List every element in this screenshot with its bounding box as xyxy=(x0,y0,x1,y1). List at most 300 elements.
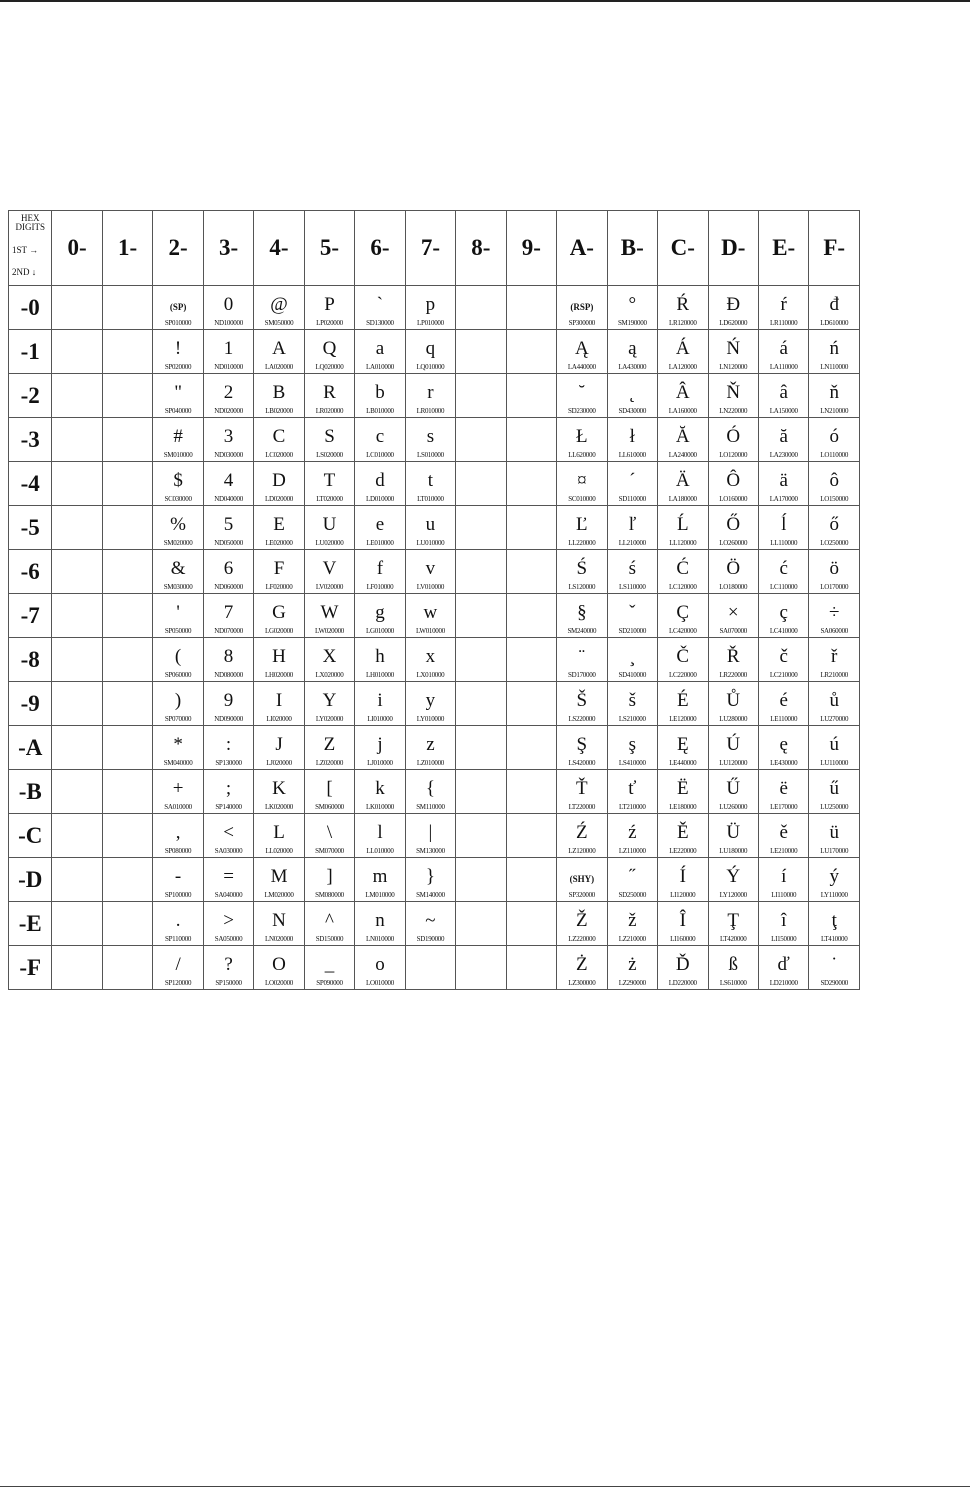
gcgid-code: LE020000 xyxy=(265,539,293,547)
character-glyph: Ă xyxy=(675,426,690,447)
gcgid-code: LL610000 xyxy=(618,451,646,459)
char-cell xyxy=(809,902,860,946)
character-glyph: b xyxy=(375,382,385,403)
char-cell xyxy=(254,506,304,550)
character-glyph: e xyxy=(375,514,385,535)
empty-cell xyxy=(456,594,506,638)
character-glyph: 5 xyxy=(223,514,234,535)
gcgid-code: LM010000 xyxy=(365,891,395,899)
char-cell xyxy=(203,374,253,418)
character-glyph: f xyxy=(376,558,384,579)
empty-cell xyxy=(52,726,102,770)
character-glyph: ^ xyxy=(325,910,334,931)
char-cell xyxy=(708,814,758,858)
empty-cell xyxy=(456,462,506,506)
char-cell xyxy=(658,638,708,682)
character-glyph: Í xyxy=(679,866,686,887)
gcgid-code: LA430000 xyxy=(618,363,647,371)
char-cell xyxy=(203,814,253,858)
char-cell xyxy=(304,682,354,726)
char-cell xyxy=(557,946,607,990)
char-cell xyxy=(304,726,354,770)
character-glyph: í xyxy=(781,866,787,887)
empty-cell xyxy=(52,418,102,462)
character-glyph: y xyxy=(425,690,436,711)
character-glyph: ë xyxy=(779,778,788,799)
character-glyph: ô xyxy=(829,470,839,491)
empty-cell xyxy=(102,814,152,858)
character-glyph: u xyxy=(425,514,436,535)
gcgid-code: LO170000 xyxy=(820,583,849,591)
character-glyph: Ű xyxy=(726,778,741,799)
gcgid-code: LU110000 xyxy=(820,759,849,767)
char-cell xyxy=(809,462,860,506)
character-glyph: U xyxy=(322,514,337,535)
character-glyph: I xyxy=(275,690,283,711)
character-glyph: Ô xyxy=(726,470,741,491)
gcgid-code: SM140000 xyxy=(416,891,445,899)
empty-cell xyxy=(456,506,506,550)
column-header: C- xyxy=(658,211,708,286)
character-glyph: Ľ xyxy=(576,514,588,535)
char-cell xyxy=(254,550,304,594)
row-header: -0 xyxy=(9,286,52,330)
empty-cell xyxy=(52,462,102,506)
character-glyph: ő xyxy=(829,514,839,535)
gcgid-code: LO020000 xyxy=(265,979,293,987)
gcgid-code: SD130000 xyxy=(366,319,394,327)
character-glyph: ~ xyxy=(425,910,436,931)
character-glyph: ´ xyxy=(629,470,636,491)
char-cell xyxy=(557,682,607,726)
char-cell xyxy=(658,550,708,594)
gcgid-code: LV020000 xyxy=(315,583,344,591)
character-glyph: Č xyxy=(676,646,690,667)
char-cell xyxy=(658,814,708,858)
character-glyph: ý xyxy=(829,866,839,887)
top-rule xyxy=(0,0,970,2)
row-header: -C xyxy=(9,814,52,858)
gcgid-code: LT020000 xyxy=(316,495,343,503)
character-glyph: = xyxy=(223,866,234,887)
empty-cell xyxy=(102,286,152,330)
character-glyph: 7 xyxy=(223,602,234,623)
character-glyph: ] xyxy=(326,866,333,887)
empty-cell xyxy=(102,330,152,374)
character-glyph: ¤ xyxy=(577,470,587,491)
char-cell xyxy=(304,770,354,814)
gcgid-code: LX010000 xyxy=(416,671,445,679)
char-cell xyxy=(708,374,758,418)
gcgid-code: SD210000 xyxy=(618,627,647,635)
character-glyph: . xyxy=(175,910,181,931)
gcgid-code: LG010000 xyxy=(365,627,394,635)
char-cell xyxy=(658,946,708,990)
second-digit-label: 2ND ↓ xyxy=(12,267,37,277)
gcgid-code: LB020000 xyxy=(265,407,293,415)
gcgid-code: SM190000 xyxy=(617,319,647,327)
gcgid-code: SD430000 xyxy=(618,407,647,415)
empty-cell xyxy=(456,726,506,770)
character-glyph: ź xyxy=(628,822,637,843)
character-glyph: W xyxy=(320,602,339,623)
char-cell xyxy=(809,550,860,594)
character-glyph: _ xyxy=(324,954,335,975)
gcgid-code: SP080000 xyxy=(164,847,192,855)
character-glyph: , xyxy=(175,822,181,843)
gcgid-code: LE210000 xyxy=(770,847,798,855)
gcgid-code: LA240000 xyxy=(668,451,697,459)
gcgid-code: LL620000 xyxy=(568,451,596,459)
character-glyph: Ě xyxy=(676,822,689,843)
character-glyph: Ş xyxy=(576,734,588,755)
character-glyph: Q xyxy=(322,338,337,359)
gcgid-code: LA010000 xyxy=(365,363,394,371)
character-glyph: š xyxy=(628,690,636,711)
gcgid-code: LA110000 xyxy=(769,363,798,371)
character-glyph: a xyxy=(375,338,385,359)
bottom-rule xyxy=(0,1486,970,1487)
char-cell xyxy=(758,462,808,506)
empty-cell xyxy=(506,638,556,682)
gcgid-code: LF010000 xyxy=(366,583,394,591)
character-glyph: Ü xyxy=(726,822,741,843)
character-glyph: Ř xyxy=(726,646,740,667)
char-cell xyxy=(203,330,253,374)
empty-cell xyxy=(506,594,556,638)
column-header: 9- xyxy=(506,211,556,286)
gcgid-code: SD150000 xyxy=(315,935,344,943)
char-cell xyxy=(405,462,455,506)
char-cell xyxy=(254,638,304,682)
gcgid-code: LT210000 xyxy=(619,803,646,811)
empty-cell xyxy=(102,374,152,418)
gcgid-code: SD230000 xyxy=(568,407,596,415)
character-glyph: { xyxy=(425,778,435,799)
gcgid-code: SA010000 xyxy=(164,803,192,811)
char-cell xyxy=(405,286,455,330)
character-glyph: d xyxy=(375,470,385,491)
character-glyph: M xyxy=(270,866,288,887)
gcgid-code: LE120000 xyxy=(669,715,697,723)
character-glyph: Ç xyxy=(676,602,690,623)
column-header-row xyxy=(9,211,860,286)
column-header: 7- xyxy=(405,211,455,286)
character-glyph: J xyxy=(275,734,283,755)
character-glyph: l xyxy=(377,822,383,843)
row-header: -E xyxy=(9,902,52,946)
row-header: -2 xyxy=(9,374,52,418)
char-cell xyxy=(607,946,657,990)
char-cell xyxy=(708,418,758,462)
gcgid-code: LW020000 xyxy=(315,627,344,635)
gcgid-code: SP150000 xyxy=(215,979,242,987)
char-cell xyxy=(708,902,758,946)
character-glyph: Ł xyxy=(576,426,588,447)
character-glyph: ć xyxy=(779,558,788,579)
empty-cell xyxy=(52,550,102,594)
gcgid-code: LY120000 xyxy=(719,891,747,899)
char-cell xyxy=(304,946,354,990)
char-cell xyxy=(658,374,708,418)
character-glyph: Ů xyxy=(726,690,741,711)
row-header: -5 xyxy=(9,506,52,550)
char-cell xyxy=(557,286,607,330)
gcgid-code: SP300000 xyxy=(568,319,596,327)
char-cell xyxy=(809,638,860,682)
empty-cell xyxy=(456,902,506,946)
hex-digits-text: HEX DIGITS xyxy=(15,213,45,232)
character-glyph: h xyxy=(375,646,385,667)
char-cell xyxy=(658,418,708,462)
gcgid-code: LN220000 xyxy=(719,407,748,415)
gcgid-code: LF020000 xyxy=(265,583,293,591)
gcgid-code: SD110000 xyxy=(618,495,646,503)
character-glyph: r xyxy=(427,382,434,403)
character-glyph: Y xyxy=(322,690,337,711)
empty-cell xyxy=(506,550,556,594)
row-header: -4 xyxy=(9,462,52,506)
gcgid-code: LU180000 xyxy=(719,847,748,855)
char-cell xyxy=(405,814,455,858)
gcgid-code: LA180000 xyxy=(668,495,697,503)
character-glyph: Ń xyxy=(726,338,741,359)
gcgid-code: LS020000 xyxy=(316,451,343,459)
gcgid-code: SM130000 xyxy=(416,847,445,855)
character-glyph: | xyxy=(428,822,433,843)
char-cell xyxy=(153,638,203,682)
gcgid-code: SP120000 xyxy=(164,979,192,987)
char-cell xyxy=(607,462,657,506)
character-glyph: (SHY) xyxy=(569,874,595,884)
char-cell xyxy=(203,418,253,462)
gcgid-code: LY110000 xyxy=(820,891,848,899)
row-header: -1 xyxy=(9,330,52,374)
table-row xyxy=(9,638,860,682)
gcgid-code: SC030000 xyxy=(164,495,192,503)
gcgid-code: LK020000 xyxy=(265,803,293,811)
gcgid-code: LU260000 xyxy=(719,803,748,811)
char-cell xyxy=(809,946,860,990)
gcgid-code: LY020000 xyxy=(315,715,344,723)
character-glyph: 6 xyxy=(223,558,234,579)
char-cell xyxy=(708,286,758,330)
char-cell xyxy=(355,374,405,418)
gcgid-code: LT410000 xyxy=(820,935,848,943)
gcgid-code: LS010000 xyxy=(417,451,444,459)
gcgid-code: LC120000 xyxy=(668,583,697,591)
char-cell xyxy=(809,770,860,814)
gcgid-code: LS220000 xyxy=(568,715,596,723)
gcgid-code: LL110000 xyxy=(770,539,798,547)
char-cell xyxy=(304,418,354,462)
row-header: -9 xyxy=(9,682,52,726)
corner-header xyxy=(9,211,52,286)
gcgid-code: LZ120000 xyxy=(568,847,596,855)
char-cell xyxy=(607,550,657,594)
character-glyph: ) xyxy=(174,690,182,711)
gcgid-code: LA150000 xyxy=(769,407,798,415)
empty-cell xyxy=(456,418,506,462)
table-row xyxy=(9,770,860,814)
character-glyph: á xyxy=(779,338,788,359)
char-cell xyxy=(658,330,708,374)
char-cell xyxy=(708,726,758,770)
table-row xyxy=(9,330,860,374)
column-header: 3- xyxy=(203,211,253,286)
gcgid-code: SP070000 xyxy=(164,715,192,723)
character-glyph: Ŕ xyxy=(676,294,690,315)
char-cell xyxy=(607,286,657,330)
character-glyph: ó xyxy=(829,426,839,447)
char-cell xyxy=(405,902,455,946)
character-glyph: ř xyxy=(831,646,838,667)
char-cell xyxy=(557,462,607,506)
empty-cell xyxy=(456,814,506,858)
character-glyph: c xyxy=(375,426,385,447)
char-cell xyxy=(355,550,405,594)
char-cell xyxy=(254,330,304,374)
char-cell xyxy=(405,594,455,638)
gcgid-code: LE440000 xyxy=(669,759,697,767)
empty-cell xyxy=(102,506,152,550)
empty-cell xyxy=(456,682,506,726)
character-glyph: ˇ xyxy=(629,602,636,623)
gcgid-code: SM240000 xyxy=(567,627,597,635)
character-glyph: Ĺ xyxy=(676,514,689,535)
gcgid-code: ND090000 xyxy=(214,715,243,723)
char-cell xyxy=(607,374,657,418)
gcgid-code: LS210000 xyxy=(618,715,646,723)
gcgid-code: LS420000 xyxy=(568,759,596,767)
empty-cell xyxy=(456,770,506,814)
character-glyph: n xyxy=(375,910,385,931)
empty-cell xyxy=(52,902,102,946)
character-glyph: ß xyxy=(728,954,738,975)
char-cell xyxy=(203,506,253,550)
char-cell xyxy=(809,726,860,770)
gcgid-code: LS120000 xyxy=(568,583,596,591)
character-glyph: j xyxy=(377,734,383,755)
character-glyph: ! xyxy=(174,338,182,359)
gcgid-code: LE430000 xyxy=(770,759,798,767)
char-cell xyxy=(758,682,808,726)
gcgid-code: LI120000 xyxy=(670,891,696,899)
char-cell xyxy=(758,550,808,594)
gcgid-code: SP130000 xyxy=(215,759,242,767)
character-glyph: ů xyxy=(829,690,839,711)
character-glyph: w xyxy=(423,602,438,623)
character-glyph: ö xyxy=(829,558,839,579)
char-cell xyxy=(708,858,758,902)
char-cell xyxy=(658,858,708,902)
character-glyph: ÷ xyxy=(829,602,840,623)
character-glyph: } xyxy=(425,866,435,887)
gcgid-code: SP060000 xyxy=(164,671,192,679)
gcgid-code: LP010000 xyxy=(417,319,444,327)
gcgid-code: LC410000 xyxy=(769,627,798,635)
char-cell xyxy=(557,506,607,550)
gcgid-code: SP010000 xyxy=(164,319,192,327)
char-cell xyxy=(708,946,758,990)
character-glyph: đ xyxy=(829,294,839,315)
character-glyph: 3 xyxy=(223,426,234,447)
character-glyph: Ő xyxy=(726,514,741,535)
char-cell xyxy=(203,946,253,990)
character-glyph: ś xyxy=(628,558,636,579)
char-cell xyxy=(153,682,203,726)
character-glyph: ú xyxy=(829,734,839,755)
gcgid-code: SM070000 xyxy=(315,847,344,855)
character-glyph: p xyxy=(425,294,436,315)
char-cell xyxy=(809,374,860,418)
char-cell xyxy=(809,286,860,330)
char-cell xyxy=(254,858,304,902)
character-glyph: $ xyxy=(173,470,183,491)
character-glyph: / xyxy=(175,954,181,975)
character-glyph: ä xyxy=(779,470,788,491)
gcgid-code: SP050000 xyxy=(164,627,192,635)
character-glyph: ť xyxy=(628,778,637,799)
char-cell xyxy=(607,506,657,550)
gcgid-code: LA120000 xyxy=(668,363,697,371)
char-cell xyxy=(355,638,405,682)
character-glyph: Z xyxy=(323,734,336,755)
gcgid-code: LU250000 xyxy=(820,803,849,811)
character-glyph: 9 xyxy=(223,690,234,711)
gcgid-code: LZ220000 xyxy=(568,935,596,943)
empty-cell xyxy=(506,726,556,770)
char-cell xyxy=(153,286,203,330)
gcgid-code: ND080000 xyxy=(214,671,243,679)
char-cell xyxy=(153,594,203,638)
gcgid-code: LS410000 xyxy=(618,759,646,767)
gcgid-code: SP140000 xyxy=(215,803,242,811)
column-header: D- xyxy=(708,211,758,286)
gcgid-code: LR220000 xyxy=(719,671,747,679)
char-cell xyxy=(607,858,657,902)
char-cell xyxy=(254,286,304,330)
gcgid-code: LO260000 xyxy=(719,539,748,547)
column-header: B- xyxy=(607,211,657,286)
character-glyph: ň xyxy=(829,382,839,403)
char-cell xyxy=(557,814,607,858)
empty-cell xyxy=(456,858,506,902)
char-cell xyxy=(254,814,304,858)
char-cell xyxy=(203,858,253,902)
char-cell xyxy=(355,462,405,506)
empty-cell xyxy=(52,946,102,990)
gcgid-code: SD170000 xyxy=(568,671,596,679)
character-glyph: ą xyxy=(628,338,637,359)
gcgid-code: SP040000 xyxy=(164,407,192,415)
gcgid-code: LC210000 xyxy=(769,671,798,679)
char-cell xyxy=(405,374,455,418)
gcgid-code: LZ290000 xyxy=(618,979,646,987)
empty-cell xyxy=(506,374,556,418)
char-cell xyxy=(355,858,405,902)
gcgid-code: LX020000 xyxy=(315,671,344,679)
character-glyph: Ö xyxy=(726,558,741,579)
char-cell xyxy=(355,506,405,550)
char-cell xyxy=(153,374,203,418)
character-glyph: ţ xyxy=(831,910,837,931)
gcgid-code: SP320000 xyxy=(568,891,596,899)
empty-cell xyxy=(506,418,556,462)
character-glyph: A xyxy=(272,338,286,359)
code-page-table xyxy=(8,210,860,990)
character-glyph: H xyxy=(272,646,286,667)
